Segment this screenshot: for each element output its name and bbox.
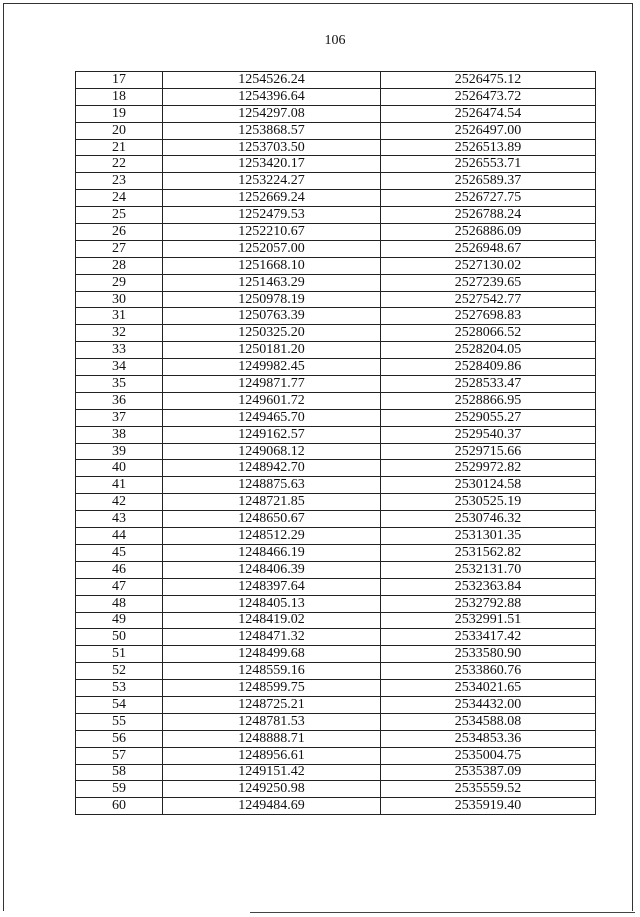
page-bottom-line bbox=[250, 912, 635, 913]
y-coordinate-cell: 2526473.72 bbox=[381, 88, 596, 105]
x-coordinate-cell: 1249465.70 bbox=[163, 409, 381, 426]
x-coordinate-cell: 1249151.42 bbox=[163, 764, 381, 781]
y-coordinate-cell: 2531301.35 bbox=[381, 528, 596, 545]
point-number-cell: 17 bbox=[76, 72, 163, 89]
table-row bbox=[76, 105, 596, 122]
table-row bbox=[76, 544, 596, 561]
x-coordinate-cell: 1248512.29 bbox=[163, 528, 381, 545]
point-number-cell: 43 bbox=[76, 511, 163, 528]
x-coordinate-cell: 1249162.57 bbox=[163, 426, 381, 443]
x-coordinate-cell: 1252057.00 bbox=[163, 240, 381, 257]
coordinates-table bbox=[75, 71, 596, 815]
x-coordinate-cell: 1248599.75 bbox=[163, 680, 381, 697]
x-coordinate-cell: 1253224.27 bbox=[163, 173, 381, 190]
point-number-cell: 32 bbox=[76, 325, 163, 342]
point-number-cell: 25 bbox=[76, 207, 163, 224]
x-coordinate-cell: 1248942.70 bbox=[163, 460, 381, 477]
point-number-cell: 51 bbox=[76, 646, 163, 663]
y-coordinate-cell: 2527130.02 bbox=[381, 257, 596, 274]
table-row bbox=[76, 359, 596, 376]
x-coordinate-cell: 1252669.24 bbox=[163, 190, 381, 207]
point-number-cell: 60 bbox=[76, 798, 163, 815]
point-number-cell: 38 bbox=[76, 426, 163, 443]
y-coordinate-cell: 2535004.75 bbox=[381, 747, 596, 764]
table-row bbox=[76, 308, 596, 325]
x-coordinate-cell: 1251668.10 bbox=[163, 257, 381, 274]
point-number-cell: 39 bbox=[76, 443, 163, 460]
y-coordinate-cell: 2527239.65 bbox=[381, 274, 596, 291]
table-row bbox=[76, 764, 596, 781]
table-row bbox=[76, 409, 596, 426]
y-coordinate-cell: 2526886.09 bbox=[381, 224, 596, 241]
table-row bbox=[76, 612, 596, 629]
point-number-cell: 36 bbox=[76, 392, 163, 409]
table-row bbox=[76, 680, 596, 697]
x-coordinate-cell: 1249484.69 bbox=[163, 798, 381, 815]
point-number-cell: 50 bbox=[76, 629, 163, 646]
x-coordinate-cell: 1248721.85 bbox=[163, 494, 381, 511]
x-coordinate-cell: 1248406.39 bbox=[163, 561, 381, 578]
point-number-cell: 58 bbox=[76, 764, 163, 781]
point-number-cell: 54 bbox=[76, 696, 163, 713]
y-coordinate-cell: 2526474.54 bbox=[381, 105, 596, 122]
point-number-cell: 26 bbox=[76, 224, 163, 241]
y-coordinate-cell: 2526475.12 bbox=[381, 72, 596, 89]
x-coordinate-cell: 1250181.20 bbox=[163, 342, 381, 359]
table-row bbox=[76, 342, 596, 359]
point-number-cell: 19 bbox=[76, 105, 163, 122]
y-coordinate-cell: 2526513.89 bbox=[381, 139, 596, 156]
y-coordinate-cell: 2530746.32 bbox=[381, 511, 596, 528]
point-number-cell: 35 bbox=[76, 376, 163, 393]
table-row bbox=[76, 257, 596, 274]
y-coordinate-cell: 2528204.05 bbox=[381, 342, 596, 359]
x-coordinate-cell: 1254297.08 bbox=[163, 105, 381, 122]
table-row bbox=[76, 595, 596, 612]
table-row bbox=[76, 747, 596, 764]
point-number-cell: 46 bbox=[76, 561, 163, 578]
point-number-cell: 37 bbox=[76, 409, 163, 426]
table-row bbox=[76, 781, 596, 798]
point-number-cell: 44 bbox=[76, 528, 163, 545]
table-row bbox=[76, 629, 596, 646]
point-number-cell: 40 bbox=[76, 460, 163, 477]
y-coordinate-cell: 2529972.82 bbox=[381, 460, 596, 477]
y-coordinate-cell: 2532991.51 bbox=[381, 612, 596, 629]
y-coordinate-cell: 2532363.84 bbox=[381, 578, 596, 595]
point-number-cell: 22 bbox=[76, 156, 163, 173]
point-number-cell: 53 bbox=[76, 680, 163, 697]
point-number-cell: 59 bbox=[76, 781, 163, 798]
x-coordinate-cell: 1248956.61 bbox=[163, 747, 381, 764]
table-row bbox=[76, 376, 596, 393]
point-number-cell: 29 bbox=[76, 274, 163, 291]
y-coordinate-cell: 2534853.36 bbox=[381, 730, 596, 747]
point-number-cell: 20 bbox=[76, 122, 163, 139]
table-row bbox=[76, 798, 596, 815]
y-coordinate-cell: 2530124.58 bbox=[381, 477, 596, 494]
y-coordinate-cell: 2526788.24 bbox=[381, 207, 596, 224]
table-row bbox=[76, 325, 596, 342]
y-coordinate-cell: 2532131.70 bbox=[381, 561, 596, 578]
x-coordinate-cell: 1248875.63 bbox=[163, 477, 381, 494]
point-number-cell: 52 bbox=[76, 663, 163, 680]
y-coordinate-cell: 2532792.88 bbox=[381, 595, 596, 612]
point-number-cell: 49 bbox=[76, 612, 163, 629]
point-number-cell: 45 bbox=[76, 544, 163, 561]
table-row bbox=[76, 477, 596, 494]
y-coordinate-cell: 2535919.40 bbox=[381, 798, 596, 815]
table-row bbox=[76, 392, 596, 409]
x-coordinate-cell: 1248650.67 bbox=[163, 511, 381, 528]
y-coordinate-cell: 2533580.90 bbox=[381, 646, 596, 663]
table-row bbox=[76, 460, 596, 477]
point-number-cell: 21 bbox=[76, 139, 163, 156]
table-row bbox=[76, 291, 596, 308]
y-coordinate-cell: 2526948.67 bbox=[381, 240, 596, 257]
table-row bbox=[76, 494, 596, 511]
point-number-cell: 42 bbox=[76, 494, 163, 511]
y-coordinate-cell: 2531562.82 bbox=[381, 544, 596, 561]
x-coordinate-cell: 1248499.68 bbox=[163, 646, 381, 663]
point-number-cell: 55 bbox=[76, 713, 163, 730]
x-coordinate-cell: 1254396.64 bbox=[163, 88, 381, 105]
x-coordinate-cell: 1253868.57 bbox=[163, 122, 381, 139]
table-row bbox=[76, 443, 596, 460]
x-coordinate-cell: 1250763.39 bbox=[163, 308, 381, 325]
table-row bbox=[76, 122, 596, 139]
y-coordinate-cell: 2534021.65 bbox=[381, 680, 596, 697]
x-coordinate-cell: 1253420.17 bbox=[163, 156, 381, 173]
y-coordinate-cell: 2526497.00 bbox=[381, 122, 596, 139]
y-coordinate-cell: 2528533.47 bbox=[381, 376, 596, 393]
table-row bbox=[76, 274, 596, 291]
table-row bbox=[76, 426, 596, 443]
table-row bbox=[76, 511, 596, 528]
x-coordinate-cell: 1248471.32 bbox=[163, 629, 381, 646]
table-row bbox=[76, 713, 596, 730]
point-number-cell: 23 bbox=[76, 173, 163, 190]
x-coordinate-cell: 1248559.16 bbox=[163, 663, 381, 680]
x-coordinate-cell: 1252479.53 bbox=[163, 207, 381, 224]
table-row bbox=[76, 88, 596, 105]
point-number-cell: 57 bbox=[76, 747, 163, 764]
y-coordinate-cell: 2527698.83 bbox=[381, 308, 596, 325]
point-number-cell: 27 bbox=[76, 240, 163, 257]
x-coordinate-cell: 1249871.77 bbox=[163, 376, 381, 393]
y-coordinate-cell: 2530525.19 bbox=[381, 494, 596, 511]
y-coordinate-cell: 2528409.86 bbox=[381, 359, 596, 376]
point-number-cell: 31 bbox=[76, 308, 163, 325]
table-row bbox=[76, 72, 596, 89]
point-number-cell: 33 bbox=[76, 342, 163, 359]
x-coordinate-cell: 1248419.02 bbox=[163, 612, 381, 629]
y-coordinate-cell: 2526589.37 bbox=[381, 173, 596, 190]
y-coordinate-cell: 2534432.00 bbox=[381, 696, 596, 713]
y-coordinate-cell: 2529715.66 bbox=[381, 443, 596, 460]
y-coordinate-cell: 2533860.76 bbox=[381, 663, 596, 680]
x-coordinate-cell: 1252210.67 bbox=[163, 224, 381, 241]
point-number-cell: 34 bbox=[76, 359, 163, 376]
y-coordinate-cell: 2533417.42 bbox=[381, 629, 596, 646]
page-number: 106 bbox=[324, 33, 346, 48]
table-row bbox=[76, 173, 596, 190]
point-number-cell: 30 bbox=[76, 291, 163, 308]
x-coordinate-cell: 1248781.53 bbox=[163, 713, 381, 730]
table-row bbox=[76, 190, 596, 207]
x-coordinate-cell: 1249250.98 bbox=[163, 781, 381, 798]
point-number-cell: 18 bbox=[76, 88, 163, 105]
x-coordinate-cell: 1250978.19 bbox=[163, 291, 381, 308]
table-row bbox=[76, 139, 596, 156]
x-coordinate-cell: 1248405.13 bbox=[163, 595, 381, 612]
table-row bbox=[76, 207, 596, 224]
table-row bbox=[76, 730, 596, 747]
x-coordinate-cell: 1248466.19 bbox=[163, 544, 381, 561]
y-coordinate-cell: 2529540.37 bbox=[381, 426, 596, 443]
table-row bbox=[76, 156, 596, 173]
table-row bbox=[76, 528, 596, 545]
x-coordinate-cell: 1254526.24 bbox=[163, 72, 381, 89]
point-number-cell: 24 bbox=[76, 190, 163, 207]
point-number-cell: 56 bbox=[76, 730, 163, 747]
x-coordinate-cell: 1248888.71 bbox=[163, 730, 381, 747]
point-number-cell: 47 bbox=[76, 578, 163, 595]
table-row bbox=[76, 578, 596, 595]
y-coordinate-cell: 2529055.27 bbox=[381, 409, 596, 426]
table-row bbox=[76, 646, 596, 663]
x-coordinate-cell: 1251463.29 bbox=[163, 274, 381, 291]
x-coordinate-cell: 1253703.50 bbox=[163, 139, 381, 156]
table-row bbox=[76, 663, 596, 680]
x-coordinate-cell: 1250325.20 bbox=[163, 325, 381, 342]
x-coordinate-cell: 1249068.12 bbox=[163, 443, 381, 460]
table-row bbox=[76, 224, 596, 241]
y-coordinate-cell: 2526553.71 bbox=[381, 156, 596, 173]
y-coordinate-cell: 2528866.95 bbox=[381, 392, 596, 409]
point-number-cell: 41 bbox=[76, 477, 163, 494]
y-coordinate-cell: 2526727.75 bbox=[381, 190, 596, 207]
table-row bbox=[76, 240, 596, 257]
y-coordinate-cell: 2527542.77 bbox=[381, 291, 596, 308]
coordinates-table-body bbox=[76, 72, 596, 815]
y-coordinate-cell: 2535559.52 bbox=[381, 781, 596, 798]
y-coordinate-cell: 2528066.52 bbox=[381, 325, 596, 342]
point-number-cell: 48 bbox=[76, 595, 163, 612]
y-coordinate-cell: 2534588.08 bbox=[381, 713, 596, 730]
x-coordinate-cell: 1249601.72 bbox=[163, 392, 381, 409]
table-row bbox=[76, 696, 596, 713]
x-coordinate-cell: 1249982.45 bbox=[163, 359, 381, 376]
x-coordinate-cell: 1248725.21 bbox=[163, 696, 381, 713]
point-number-cell: 28 bbox=[76, 257, 163, 274]
table-row bbox=[76, 561, 596, 578]
y-coordinate-cell: 2535387.09 bbox=[381, 764, 596, 781]
x-coordinate-cell: 1248397.64 bbox=[163, 578, 381, 595]
